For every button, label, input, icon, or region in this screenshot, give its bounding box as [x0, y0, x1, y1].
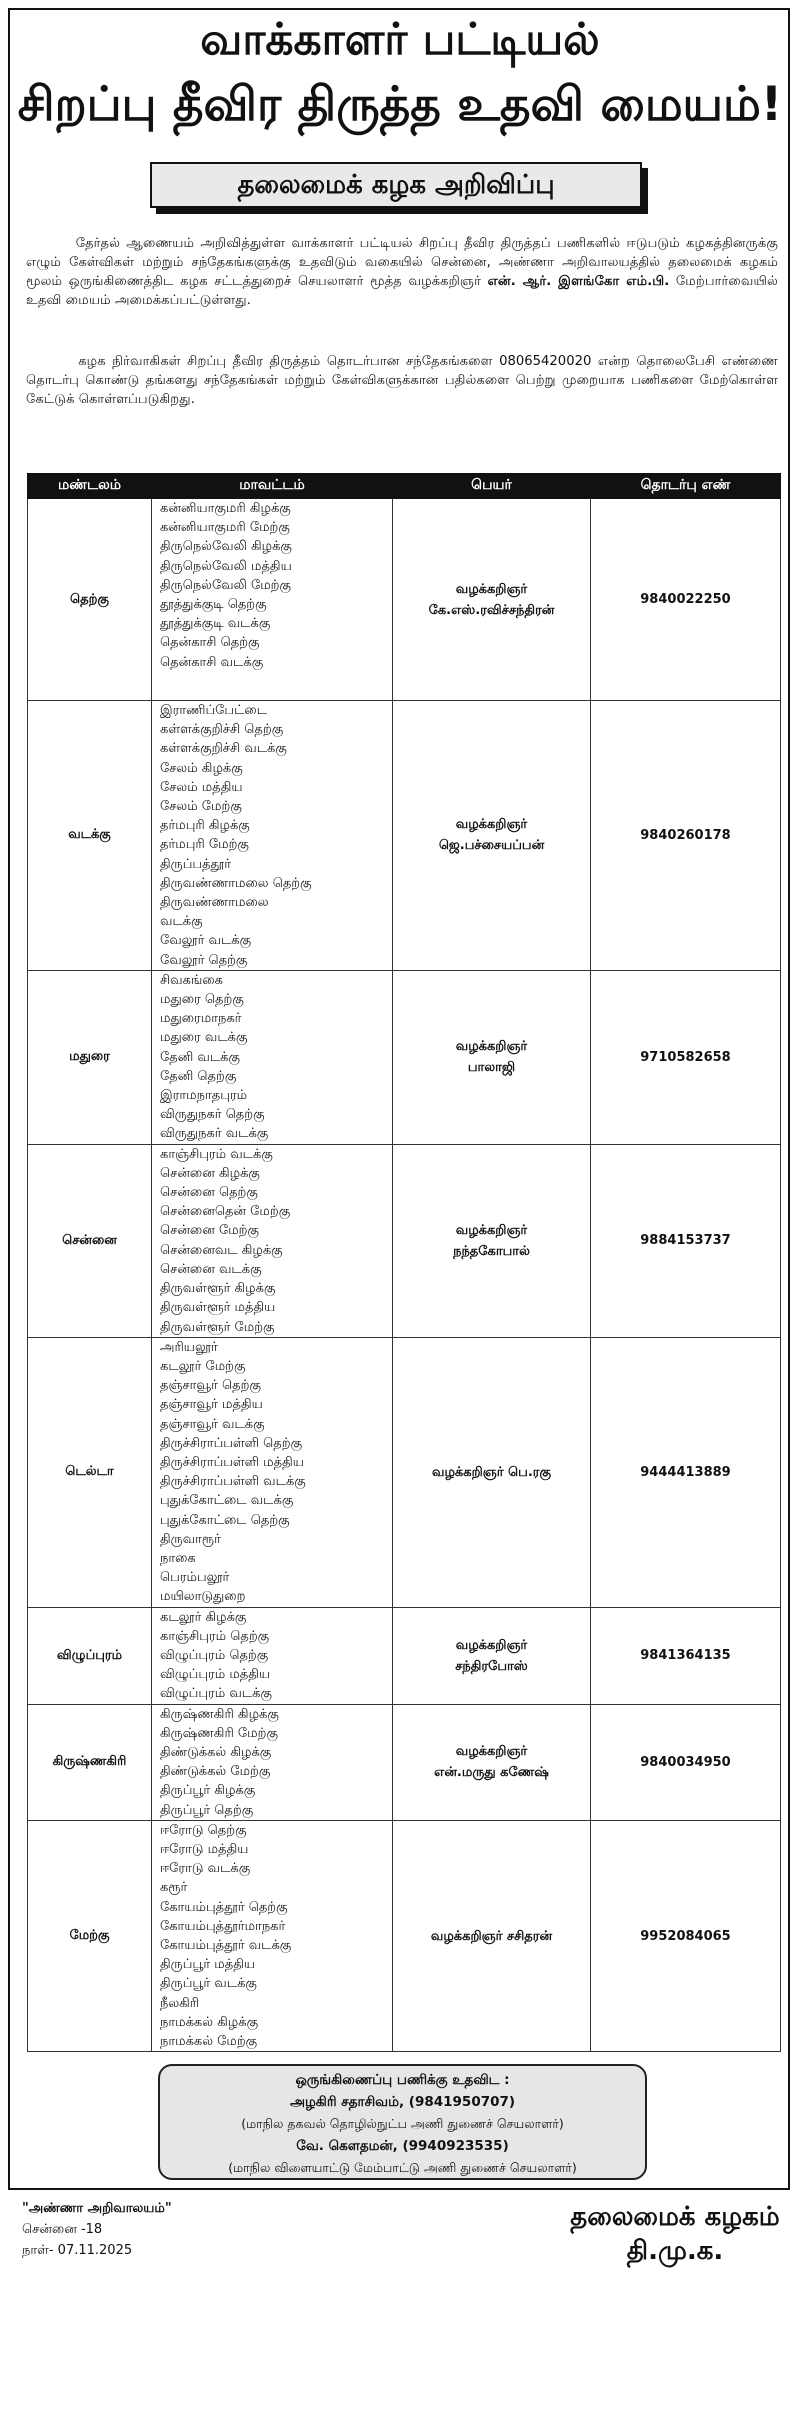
- district-item: திருவள்ளூர் கிழக்கு: [160, 1281, 276, 1297]
- footer-city: சென்னை -18: [22, 2222, 103, 2237]
- district-item: கோயம்புத்தூர்மாநகர்: [160, 1918, 286, 1934]
- district-item: கோயம்புத்தூர் தெற்கு: [160, 1899, 288, 1915]
- district-item: கிருஷ்ணகிரி மேற்கு: [160, 1725, 278, 1741]
- advocate-name: கே.எஸ்.ரவிச்சந்திரன்: [428, 602, 555, 618]
- district-item: திருவள்ளூர் மேற்கு: [160, 1319, 275, 1335]
- advocate-name: என்.மருது கணேஷ்: [434, 1765, 549, 1781]
- district-item: கன்னியாகுமரி மேற்கு: [160, 520, 290, 536]
- advocate-name: நந்தகோபால்: [453, 1243, 530, 1259]
- district-item: தூத்துக்குடி தெற்கு: [160, 597, 267, 613]
- phone-cell: 9840260178: [591, 701, 781, 971]
- footer-address: [22, 2198, 172, 2261]
- table-body: [28, 499, 781, 2052]
- coordination-box: [158, 2064, 647, 2180]
- advocate-name: ஜெ.பச்சையப்பன்: [438, 838, 545, 854]
- district-item: கன்னியாகுமரி கிழக்கு: [160, 501, 291, 516]
- intro-text-3: கழக நிர்வாகிகள் சிறப்பு தீவிர திருத்தம் தொடர்பான சந்தேகங்களை 08065420020 என்ற தொலைபேசி எண்ணை தொடர்பு கொண்டு தங்களது சந்தேகங்கள் மற்றும் கேள்விகளுக்கான பதில்களை பெற்று முறையாக பணிகளை மேற்கொள்ள கேட்டுக் கொள்ளப்படுகிறது.: [26, 354, 778, 407]
- advocate-cell: [393, 970, 591, 1144]
- district-item: கடலூர் மேற்கு: [160, 1358, 246, 1374]
- advocate-cell: [393, 1607, 591, 1704]
- advocate-title: வழக்கறிஞர்: [455, 1039, 528, 1055]
- district-item: நாகை: [160, 1550, 196, 1566]
- district-item: வேலூர் வடக்கு: [160, 933, 252, 949]
- footer-signature: [560, 2200, 790, 2268]
- phone-cell: 9840022250: [591, 499, 781, 701]
- table-row: [28, 1144, 781, 1337]
- district-item: தேனி வடக்கு: [160, 1049, 240, 1065]
- footer-org-2: தி.மு.க.: [626, 2236, 724, 2266]
- district-item: மயிலாடுதுறை: [160, 1589, 246, 1605]
- advocate-cell: [393, 1704, 591, 1820]
- district-item: காஞ்சிபுரம் வடக்கு: [160, 1146, 273, 1162]
- footer-date: நாள்- 07.11.2025: [22, 2243, 133, 2258]
- phone-cell: 9841364135: [591, 1607, 781, 1704]
- advocate-title: வழக்கறிஞர் சசிதரன்: [430, 1928, 553, 1944]
- district-item: சென்னை வடக்கு: [160, 1261, 262, 1277]
- district-cell: [152, 1704, 393, 1820]
- district-item: திருவண்ணாமலை தெற்கு: [160, 875, 312, 891]
- district-item: கள்ளக்குறிச்சி தெற்கு: [160, 722, 284, 738]
- advocate-title: வழக்கறிஞர்: [455, 1222, 528, 1238]
- district-item: இராமநாதபுரம்: [160, 1088, 248, 1104]
- district-item: காஞ்சிபுரம் தெற்கு: [160, 1628, 270, 1644]
- zone-cell: டெல்டா: [28, 1337, 152, 1607]
- district-item: தர்மபுரி கிழக்கு: [160, 818, 250, 834]
- phone-cell: 9444413889: [591, 1337, 781, 1607]
- header-district: மாவட்டம்: [152, 474, 393, 499]
- district-item: தென்காசி வடக்கு: [160, 654, 264, 670]
- zone-cell: வடக்கு: [28, 701, 152, 971]
- zone-cell: விழுப்புரம்: [28, 1607, 152, 1704]
- advocate-cell: [393, 1337, 591, 1607]
- district-item: திண்டுக்கல் மேற்கு: [160, 1764, 271, 1780]
- phone-cell: 9952084065: [591, 1820, 781, 2051]
- header-name: பெயர்: [393, 474, 591, 499]
- coordinator-1-role: (மாநில தகவல் தொழில்நுட்ப அணி துணைச் செயலாளர்): [241, 2116, 564, 2131]
- district-cell: [152, 970, 393, 1144]
- district-cell: [152, 701, 393, 971]
- district-item: கரூர்: [160, 1880, 188, 1896]
- district-item: நாமக்கல் மேற்கு: [160, 2034, 258, 2050]
- district-item: தேனி தெற்கு: [160, 1068, 237, 1084]
- district-item: திருவாரூர்: [160, 1531, 221, 1547]
- district-item: திருப்பூர் வடக்கு: [160, 1976, 257, 1992]
- district-item: திண்டுக்கல் கிழக்கு: [160, 1744, 272, 1760]
- district-item: விழுப்புரம் தெற்கு: [160, 1647, 269, 1663]
- district-item: அரியலூர்: [160, 1339, 218, 1355]
- coordinator-2: வே. கௌதமன், (9940923535): [296, 2138, 509, 2154]
- district-item: சென்னை கிழக்கு: [160, 1165, 260, 1181]
- district-item: புதுக்கோட்டை வடக்கு: [160, 1493, 294, 1509]
- district-item: சேலம் மேற்கு: [160, 799, 242, 815]
- advocate-title: வழக்கறிஞர் பெ.ரகு: [432, 1464, 551, 1480]
- advocate-title: வழக்கறிஞர்: [455, 581, 528, 597]
- intro-text-2: மேற்பார்வையில் உதவி மையம் அமைக்கப்பட்டுள்ளது.: [26, 274, 778, 308]
- district-item: மதுரை வடக்கு: [160, 1030, 248, 1046]
- district-item: விழுப்புரம் வடக்கு: [160, 1686, 272, 1702]
- table-row: [28, 1337, 781, 1607]
- page-title: வாக்காளர் பட்டியல்: [200, 14, 600, 65]
- district-item: திருப்பூர் தெற்கு: [160, 1802, 254, 1818]
- district-item: திருப்பத்தூர்: [160, 856, 232, 872]
- advocate-name: சந்திரபோஸ்: [455, 1658, 528, 1674]
- district-item: திருப்பூர் கிழக்கு: [160, 1783, 256, 1799]
- district-cell: [152, 1144, 393, 1337]
- district-item: திருச்சிராப்பள்ளி வடக்கு: [160, 1474, 306, 1490]
- district-item: நாமக்கல் கிழக்கு: [160, 2014, 259, 2030]
- table-row: [28, 1820, 781, 2051]
- district-item: திருப்பூர் மத்திய: [160, 1957, 256, 1973]
- district-item: விருதுநகர் வடக்கு: [160, 1126, 269, 1142]
- intro-bold-name: என். ஆர். இளங்கோ எம்.பி.: [487, 274, 670, 289]
- advocate-title: வழக்கறிஞர்: [455, 1637, 528, 1653]
- notice-box-label: தலைமைக் கழக அறிவிப்பு: [150, 162, 642, 208]
- intro-text-1: தேர்தல் ஆணையம் அறிவித்துள்ள வாக்காளர் பட்டியல் சிறப்பு தீவிர திருத்தப் பணிகளில் ஈடுபடும் கழகத்தினருக்கு எழும் கேள்விகள் மற்றும் சந்தேகங்களுக்கு உதவிடும் வகையில் சென்னை, அண்ணா அறிவாலயத்தில் தலைமைக் கழகம் மூலம் ஒருங்கிணைத்திட கழக சட்டத்துறைச் செயலாளர் மூத்த வழக்கறிஞர்: [26, 236, 778, 289]
- table-row: [28, 1607, 781, 1704]
- district-item: சென்னை தெற்கு: [160, 1185, 258, 1201]
- district-item: தர்மபுரி மேற்கு: [160, 837, 249, 853]
- district-item: ஈரோடு மத்திய: [160, 1841, 249, 1857]
- table-row: [28, 1704, 781, 1820]
- district-item: விழுப்புரம் மத்திய: [160, 1667, 271, 1683]
- zone-cell: கிருஷ்ணகிரி: [28, 1704, 152, 1820]
- table-row: [28, 970, 781, 1144]
- district-item: ஈரோடு வடக்கு: [160, 1861, 251, 1877]
- phone-cell: 9884153737: [591, 1144, 781, 1337]
- district-item: சென்னை மேற்கு: [160, 1223, 259, 1239]
- district-item: திருச்சிராப்பள்ளி தெற்கு: [160, 1435, 303, 1451]
- phone-cell: 9710582658: [591, 970, 781, 1144]
- district-item: கோயம்புத்தூர் வடக்கு: [160, 1938, 292, 1953]
- district-item: திருநெல்வேலி மத்திய: [160, 558, 292, 574]
- district-item: வடக்கு: [160, 914, 203, 930]
- intro-paragraph-1: [26, 234, 778, 310]
- district-item: வேலூர் தெற்கு: [160, 952, 248, 968]
- advocate-title: வழக்கறிஞர்: [455, 817, 528, 833]
- district-cell: [152, 1607, 393, 1704]
- district-item: கிருஷ்ணகிரி கிழக்கு: [160, 1706, 279, 1722]
- district-item: கள்ளக்குறிச்சி வடக்கு: [160, 741, 287, 757]
- district-item: திருவள்ளூர் மத்திய: [160, 1300, 276, 1316]
- footer-place: "அண்ணா அறிவாலயம்": [22, 2201, 172, 2216]
- footer-org-1: தலைமைக் கழகம்: [570, 2202, 780, 2232]
- district-item: பெரம்பலூர்: [160, 1570, 230, 1586]
- district-cell: [152, 499, 393, 701]
- district-item: திருநெல்வேலி மேற்கு: [160, 577, 292, 593]
- zone-cell: சென்னை: [28, 1144, 152, 1337]
- zone-cell: தெற்கு: [28, 499, 152, 701]
- helpdesk-table: [27, 473, 781, 2052]
- advocate-cell: [393, 701, 591, 971]
- district-item: இராணிப்பேட்டை: [160, 703, 268, 718]
- header-zone: மண்டலம்: [28, 474, 152, 499]
- advocate-name: பாலாஜி: [467, 1060, 516, 1076]
- district-item: திருச்சிராப்பள்ளி மத்திய: [160, 1454, 304, 1470]
- district-item: சேலம் கிழக்கு: [160, 760, 243, 776]
- zone-cell: மதுரை: [28, 970, 152, 1144]
- coordinator-2-role: (மாநில விளையாட்டு மேம்பாட்டு அணி துணைச் செயலாளர்): [228, 2160, 577, 2175]
- table-row: [28, 499, 781, 701]
- district-item: தூத்துக்குடி வடக்கு: [160, 616, 271, 632]
- district-item: மதுரை தெற்கு: [160, 992, 244, 1008]
- coordinator-1: அழகிரி சதாசிவம், (9841950707): [289, 2094, 516, 2110]
- table-row: [28, 701, 781, 971]
- district-item: விருதுநகர் தெற்கு: [160, 1107, 265, 1123]
- district-item: திருவண்ணாமலை: [160, 895, 269, 911]
- district-item: சேலம் மத்திய: [160, 779, 243, 795]
- district-item: சென்னைதென் மேற்கு: [160, 1204, 291, 1220]
- header-phone: தொடர்பு எண்: [591, 474, 781, 499]
- advocate-cell: [393, 1144, 591, 1337]
- advocate-cell: [393, 1820, 591, 2051]
- advocate-cell: [393, 499, 591, 701]
- advocate-title: வழக்கறிஞர்: [455, 1744, 528, 1760]
- table-header-row: [28, 474, 781, 499]
- district-item: சிவகங்கை: [160, 972, 223, 988]
- district-item: புதுக்கோட்டை தெற்கு: [160, 1512, 290, 1528]
- notice-box: [150, 162, 648, 214]
- district-item: தஞ்சாவூர் வடக்கு: [160, 1416, 265, 1432]
- district-cell: [152, 1820, 393, 2051]
- district-item: தஞ்சாவூர் மத்திய: [160, 1397, 263, 1413]
- district-item: சென்னைவட கிழக்கு: [160, 1242, 283, 1258]
- district-cell: [152, 1337, 393, 1607]
- district-item: தஞ்சாவூர் தெற்கு: [160, 1378, 261, 1394]
- zone-cell: மேற்கு: [28, 1820, 152, 2051]
- district-item: ஈரோடு தெற்கு: [160, 1822, 247, 1838]
- page-subtitle: சிறப்பு தீவிர திருத்த உதவி மையம்!: [17, 77, 783, 132]
- district-item: தென்காசி தெற்கு: [160, 635, 260, 651]
- district-item: கடலூர் கிழக்கு: [160, 1609, 247, 1625]
- district-item: நீலகிரி: [160, 1995, 200, 2011]
- intro-paragraph-2: [26, 352, 778, 409]
- district-item: திருநெல்வேலி கிழக்கு: [160, 539, 292, 555]
- coordination-heading: ஒருங்கிணைப்பு பணிக்கு உதவிட :: [295, 2072, 510, 2088]
- phone-cell: 9840034950: [591, 1704, 781, 1820]
- district-item: மதுரைமாநகர்: [160, 1011, 242, 1027]
